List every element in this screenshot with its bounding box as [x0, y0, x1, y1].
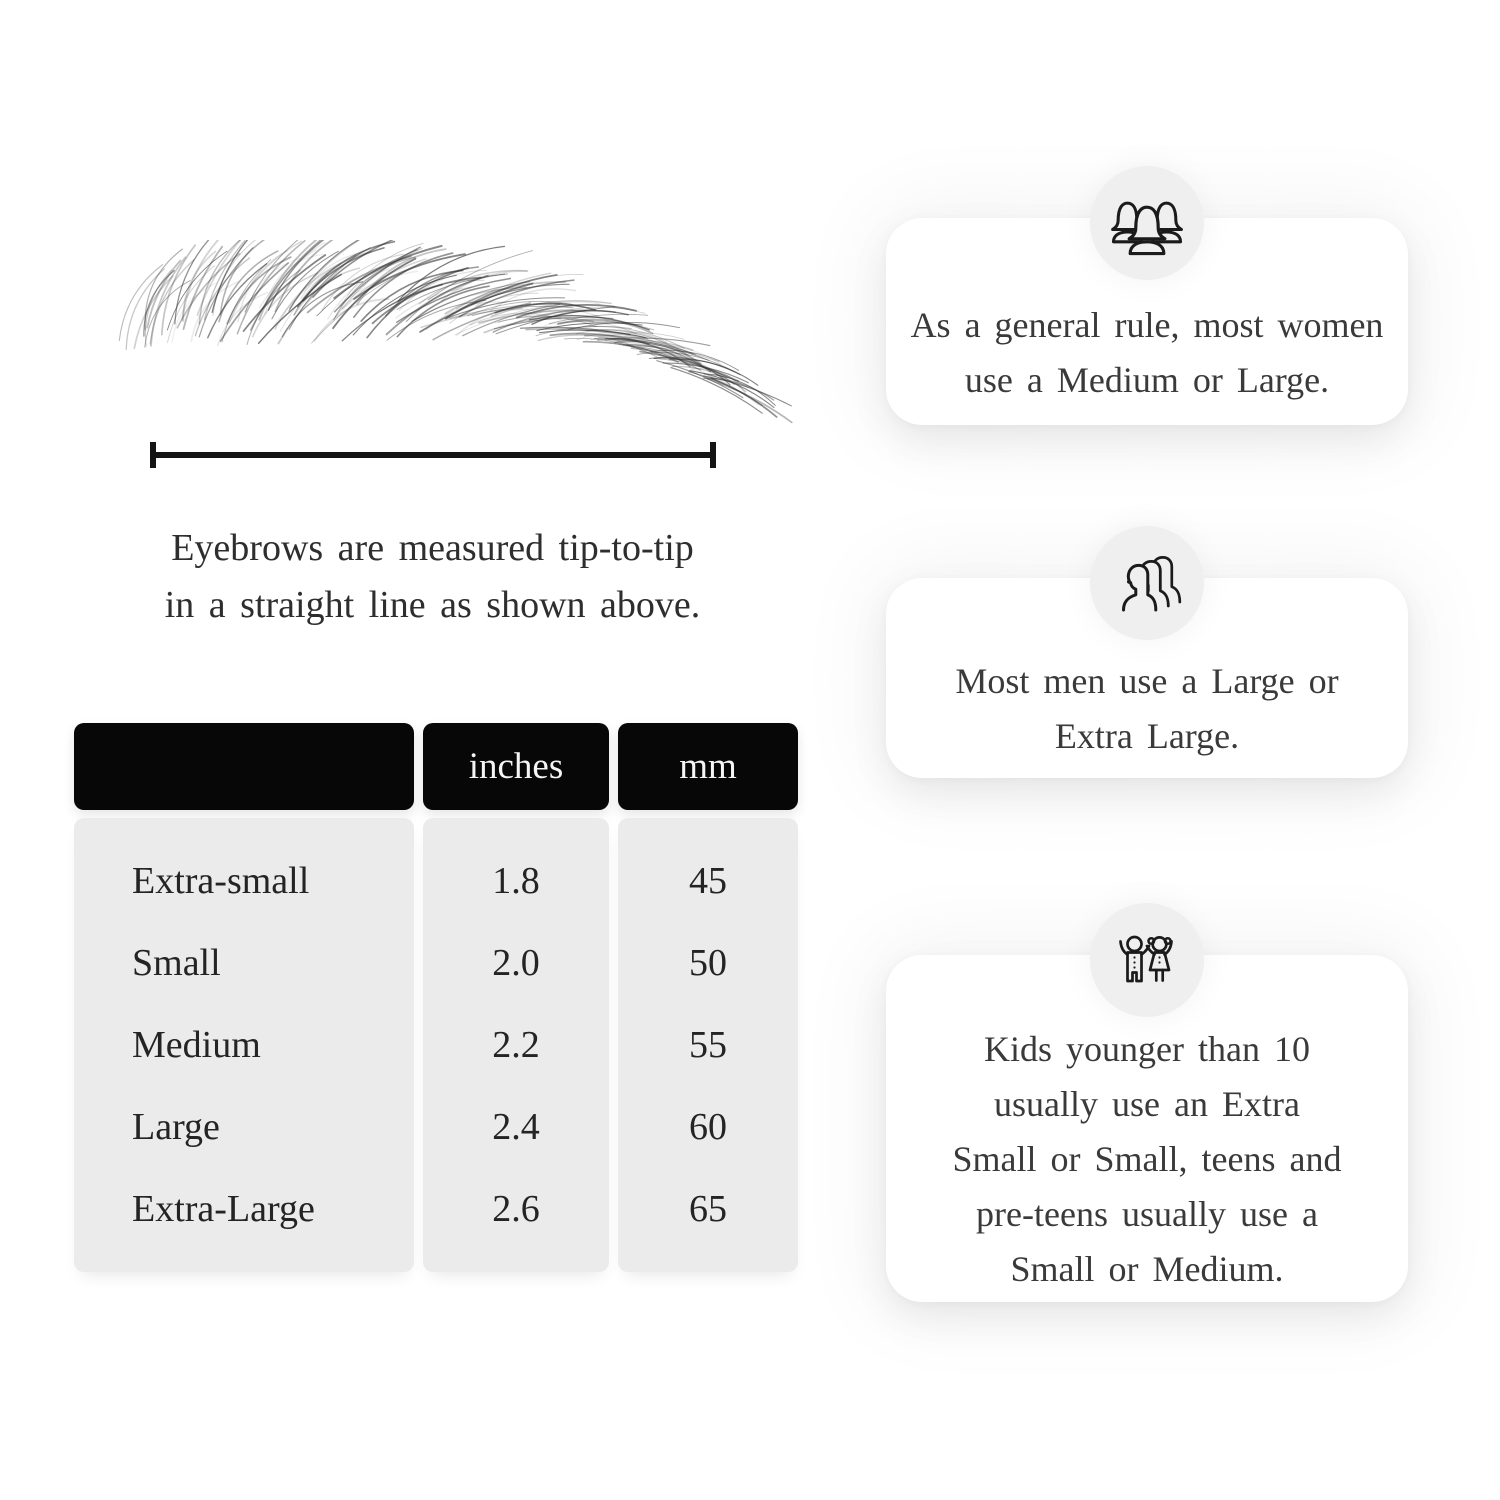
table-cell-inches: 2.2 [492, 1024, 540, 1066]
women-icon [1090, 166, 1204, 280]
men-icon [1090, 526, 1204, 640]
table-cell-inches: 2.0 [492, 942, 540, 984]
table-column-inches [423, 818, 609, 1272]
table-cell-size: Extra-Large [132, 1188, 315, 1230]
table-cell-mm: 50 [689, 942, 727, 984]
card-text-men: Most men use a Large or Extra Large. [955, 661, 1339, 756]
info-card-men [886, 578, 1408, 778]
card-text-kids: Kids younger than 10 usually use an Extra Small or Small, teens and pre-teens usually use a Small or Medium. [952, 1029, 1342, 1289]
info-card-women [886, 218, 1408, 425]
measurement-caption: Eyebrows are measured tip-to-tip in a straight line as shown above. [164, 527, 701, 626]
table-cell-mm: 55 [689, 1024, 727, 1066]
table-header-sizes [74, 723, 414, 810]
eyebrow-illustration [110, 240, 800, 445]
table-header-mm: mm [618, 723, 798, 810]
table-column-sizes [74, 818, 414, 1272]
measurement-line-right-cap [710, 442, 716, 468]
table-cell-size: Large [132, 1106, 220, 1148]
table-cell-size: Extra-small [132, 860, 310, 902]
table-cell-size: Medium [132, 1024, 261, 1066]
table-cell-mm: 60 [689, 1106, 727, 1148]
table-cell-inches: 1.8 [492, 860, 540, 902]
size-table-body [74, 818, 798, 1272]
table-cell-size: Small [132, 942, 221, 984]
table-header-inches: inches [423, 723, 609, 810]
table-cell-inches: 2.4 [492, 1106, 540, 1148]
size-table-header-row [74, 723, 798, 810]
measurement-line-bar [150, 452, 716, 458]
table-cell-mm: 65 [689, 1188, 727, 1230]
card-text-women: As a general rule, most women use a Medium or Large. [910, 304, 1384, 400]
size-table [74, 723, 798, 1272]
kids-icon [1090, 903, 1204, 1017]
table-column-mm [618, 818, 798, 1272]
info-card-kids [886, 955, 1408, 1302]
table-cell-inches: 2.6 [492, 1188, 540, 1230]
measurement-line [150, 442, 716, 468]
table-cell-mm: 45 [689, 860, 727, 902]
